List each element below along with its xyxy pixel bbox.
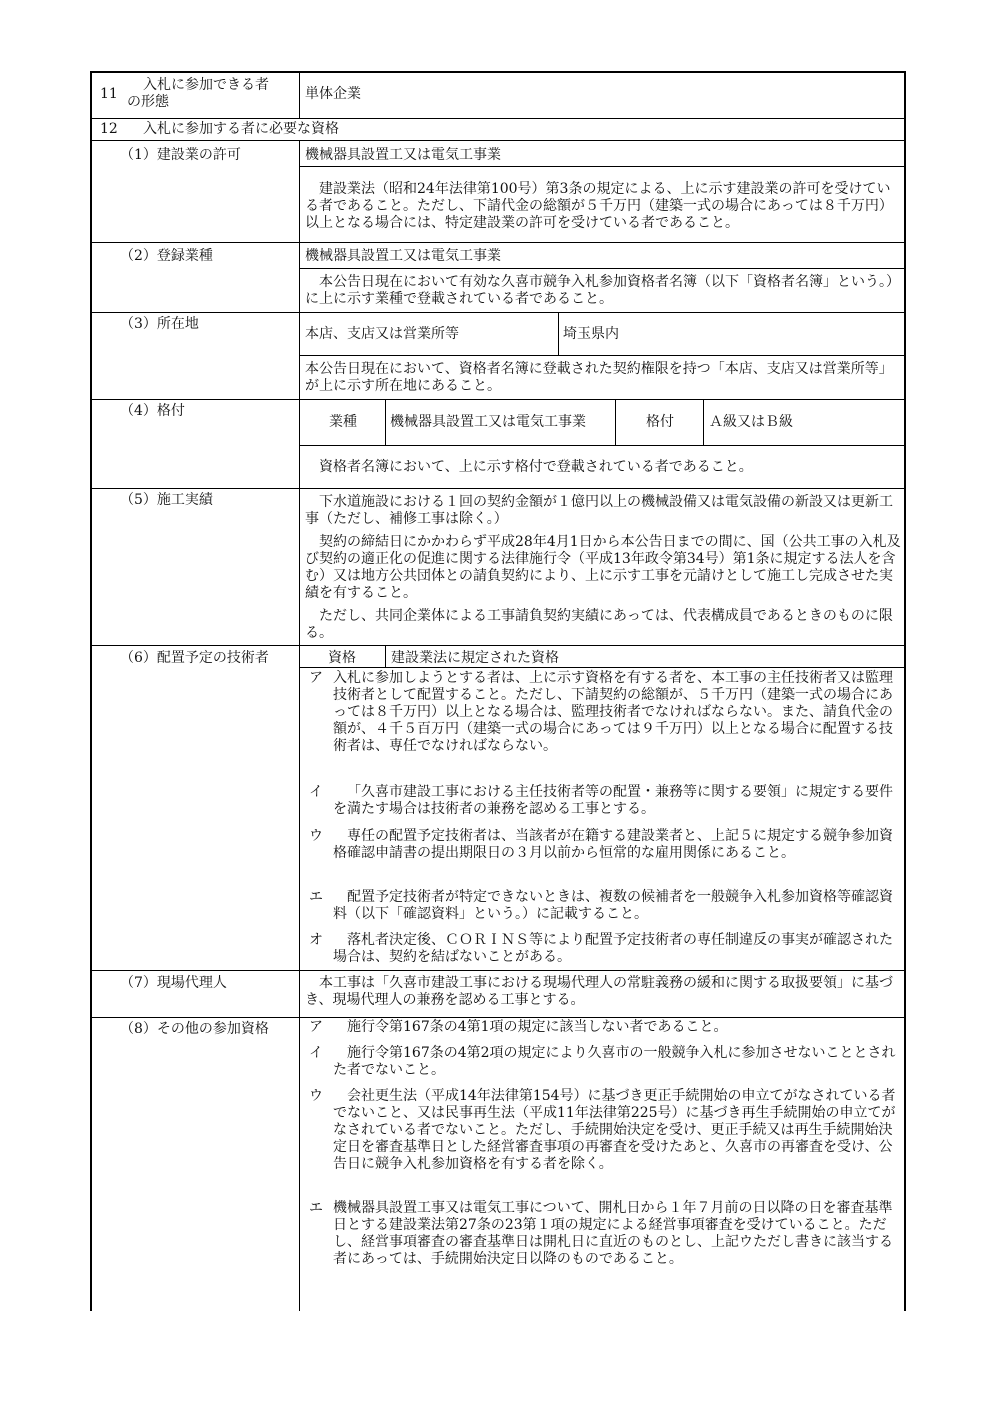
column-divider bbox=[385, 399, 386, 446]
row-value: 機械器具設置工又は電気工事業 bbox=[305, 147, 501, 163]
item-text: 入札に参加しようとする者は、上に示す資格を有する者を、本工事の主任技術者又は監理技術者として配置すること。ただし、下請契約の総額が、５千万円（建築一式の場合にあっては８千万円）以上となる場合は、監理技術者でなければならない。また、請負代金の額が、４千５百万円（建築一式の場合にあっては９千万円）以上となる場合に配置する技術者は、専任でなければならない。 bbox=[333, 670, 893, 754]
item-text: 専任の配置予定技術者は、当該者が在籍する建設業者と、上記５に規定する競争参加資格確認申請書の提出期限日の３月以前から恒常的な雇用関係にあること。 bbox=[333, 828, 893, 861]
grade-value: 機械器具設置工又は電気工事業 bbox=[390, 414, 586, 430]
column-divider bbox=[558, 312, 559, 356]
item-marker: ア bbox=[309, 670, 323, 686]
item-text: 配置予定技術者が特定できないときは、複数の候補者を一般競争入札参加資格等確認資料（以下「確認資料」という。）に記載すること。 bbox=[333, 889, 893, 922]
row-divider bbox=[299, 355, 906, 356]
row-label: （2）登録業種 bbox=[120, 248, 213, 264]
paragraph: 建設業法（昭和24年法律第100号）第3条の規定による、上に示す建設業の許可を受けている者であること。ただし、下請代金の総額が５千万円（建築一式の場合にあっては８千万円）以上となる場合には、特定建設業の許可を受けている者であること。 bbox=[305, 181, 893, 231]
paragraph: ただし、共同企業体による工事請負契約実績にあっては、代表構成員であるときのものに限る。 bbox=[305, 608, 893, 641]
qualification-value: 建設業法に規定された資格 bbox=[391, 650, 559, 666]
paragraph: 本工事は「久喜市建設工事における現場代理人の常駐義務の緩和に関する取扱要領」に基づき、現場代理人の兼務を認める工事とする。 bbox=[305, 975, 893, 1008]
row-label: （3）所在地 bbox=[120, 316, 199, 332]
row-divider bbox=[299, 667, 906, 668]
column-divider bbox=[385, 645, 386, 668]
table-border-left bbox=[90, 71, 92, 1311]
item-text: 会社更生法（平成14年法律第154号）に基づき更正手続開始の申立てがなされている者でないこと、又は民事再生法（平成11年法律第225号）に基づき再生手続開始の申立てがなされている者でないこと。ただし、手続開始決定を受け、更正手続又は再生手続開始決定日を審査基準日とした経営審査事項の再審査を受けたあと、久喜市の再審査を受け、公告日に競争入札参加資格を有する者を除く。 bbox=[333, 1088, 896, 1172]
item-marker: エ bbox=[309, 889, 323, 905]
row-label: （8）その他の参加資格 bbox=[120, 1021, 269, 1037]
item-text: 施行令第167条の4第1項の規定に該当しない者であること。 bbox=[347, 1019, 728, 1035]
row-divider bbox=[90, 312, 906, 313]
paragraph: 資格者名簿において、上に示す格付で登載されている者であること。 bbox=[319, 459, 753, 475]
item-text: 「久喜市建設工事における主任技術者等の配置・兼務等に関する要領」に規定する要件を満たす場合は技術者の兼務を認める工事とする。 bbox=[333, 784, 893, 817]
item-marker: ウ bbox=[309, 828, 323, 844]
location-key: 本店、支店又は営業所等 bbox=[305, 326, 459, 342]
row-label: （7）現場代理人 bbox=[120, 975, 227, 991]
row-divider bbox=[90, 399, 906, 400]
item-marker: イ bbox=[309, 1045, 323, 1061]
row-label: （5）施工実績 bbox=[120, 492, 213, 508]
grade-header: 格付 bbox=[646, 414, 674, 430]
section-title: 入札に参加する者に必要な資格 bbox=[143, 121, 339, 137]
item-marker: エ bbox=[309, 1200, 323, 1216]
row-label: （1）建設業の許可 bbox=[120, 147, 241, 163]
column-divider bbox=[299, 140, 300, 1311]
paragraph: 下水道施設における１回の契約金額が１億円以上の機械設備又は電気設備の新設又は更新工事（ただし、補修工事は除く。） bbox=[305, 494, 893, 527]
row-divider bbox=[299, 166, 906, 167]
paragraph: 本公告日現在において有効な久喜市競争入札参加資格者名簿（以下「資格者名簿」という。）に上に示す業種で登載されている者であること。 bbox=[305, 274, 900, 307]
item-marker: オ bbox=[309, 932, 323, 948]
grade-header: 業種 bbox=[329, 414, 357, 430]
paragraph: 契約の締結日にかかわらず平成28年4月1日から本公告日までの間に、国（公共工事の入札及び契約の適正化の促進に関する法律施行令（平成13年政令第34号）第1条に規定する法人を含む）又は地方公共団体との請負契約により、上に示す工事を元請けとして施工し完成させた実績を有すること。 bbox=[305, 534, 901, 601]
column-divider bbox=[299, 71, 300, 119]
item-text: 施行令第167条の4第2項の規定により久喜市の一般競争入札に参加させないこととされた者でないこと。 bbox=[333, 1045, 896, 1078]
item-marker: ウ bbox=[309, 1088, 323, 1104]
column-divider bbox=[703, 399, 704, 446]
row-divider bbox=[90, 970, 906, 971]
row-label: 入札に参加できる者 bbox=[143, 77, 269, 93]
table-border-right bbox=[904, 71, 906, 1311]
paragraph: 本公告日現在において、資格者名簿に登載された契約権限を持つ「本店、支店又は営業所等」が上に示す所在地にあること。 bbox=[305, 361, 893, 394]
row-label: （6）配置予定の技術者 bbox=[120, 650, 269, 666]
item-marker: ア bbox=[309, 1019, 323, 1035]
row-divider bbox=[90, 140, 906, 141]
item-marker: イ bbox=[309, 784, 323, 800]
row-divider bbox=[299, 445, 906, 446]
row-divider bbox=[90, 645, 906, 646]
row-divider bbox=[299, 268, 906, 269]
row-divider bbox=[90, 118, 906, 119]
row-divider bbox=[90, 1017, 906, 1018]
column-divider bbox=[615, 399, 616, 446]
grade-value: Ａ級又はＢ級 bbox=[709, 414, 793, 430]
item-text: 落札者決定後、ＣＯＲＩＮＳ等により配置予定技術者の専任制違反の事実が確認された場合は、契約を結ばないことがある。 bbox=[333, 932, 893, 965]
item-text: 機械器具設置工事又は電気工事について、開札日から１年７月前の日以降の日を審査基準日とする建設業法第27条の23第１項の規定による経営事項審査を受けていること。ただし、経営事項審査の審査基準日は開札日に直近のものとし、上記ウただし書きに該当する者にあっては、手続開始決定日以降のものであること。 bbox=[333, 1200, 893, 1267]
row-value: 機械器具設置工又は電気工事業 bbox=[305, 248, 501, 264]
row-value: 単体企業 bbox=[305, 86, 361, 102]
section-number: 12 bbox=[100, 121, 118, 137]
section-number: 11 bbox=[100, 86, 118, 102]
row-label: （4）格付 bbox=[120, 403, 185, 419]
row-divider bbox=[90, 488, 906, 489]
row-label: の形態 bbox=[127, 94, 169, 110]
qualification-header: 資格 bbox=[328, 650, 356, 666]
table-border-top bbox=[90, 71, 906, 73]
row-divider bbox=[90, 242, 906, 243]
location-value: 埼玉県内 bbox=[563, 326, 619, 342]
